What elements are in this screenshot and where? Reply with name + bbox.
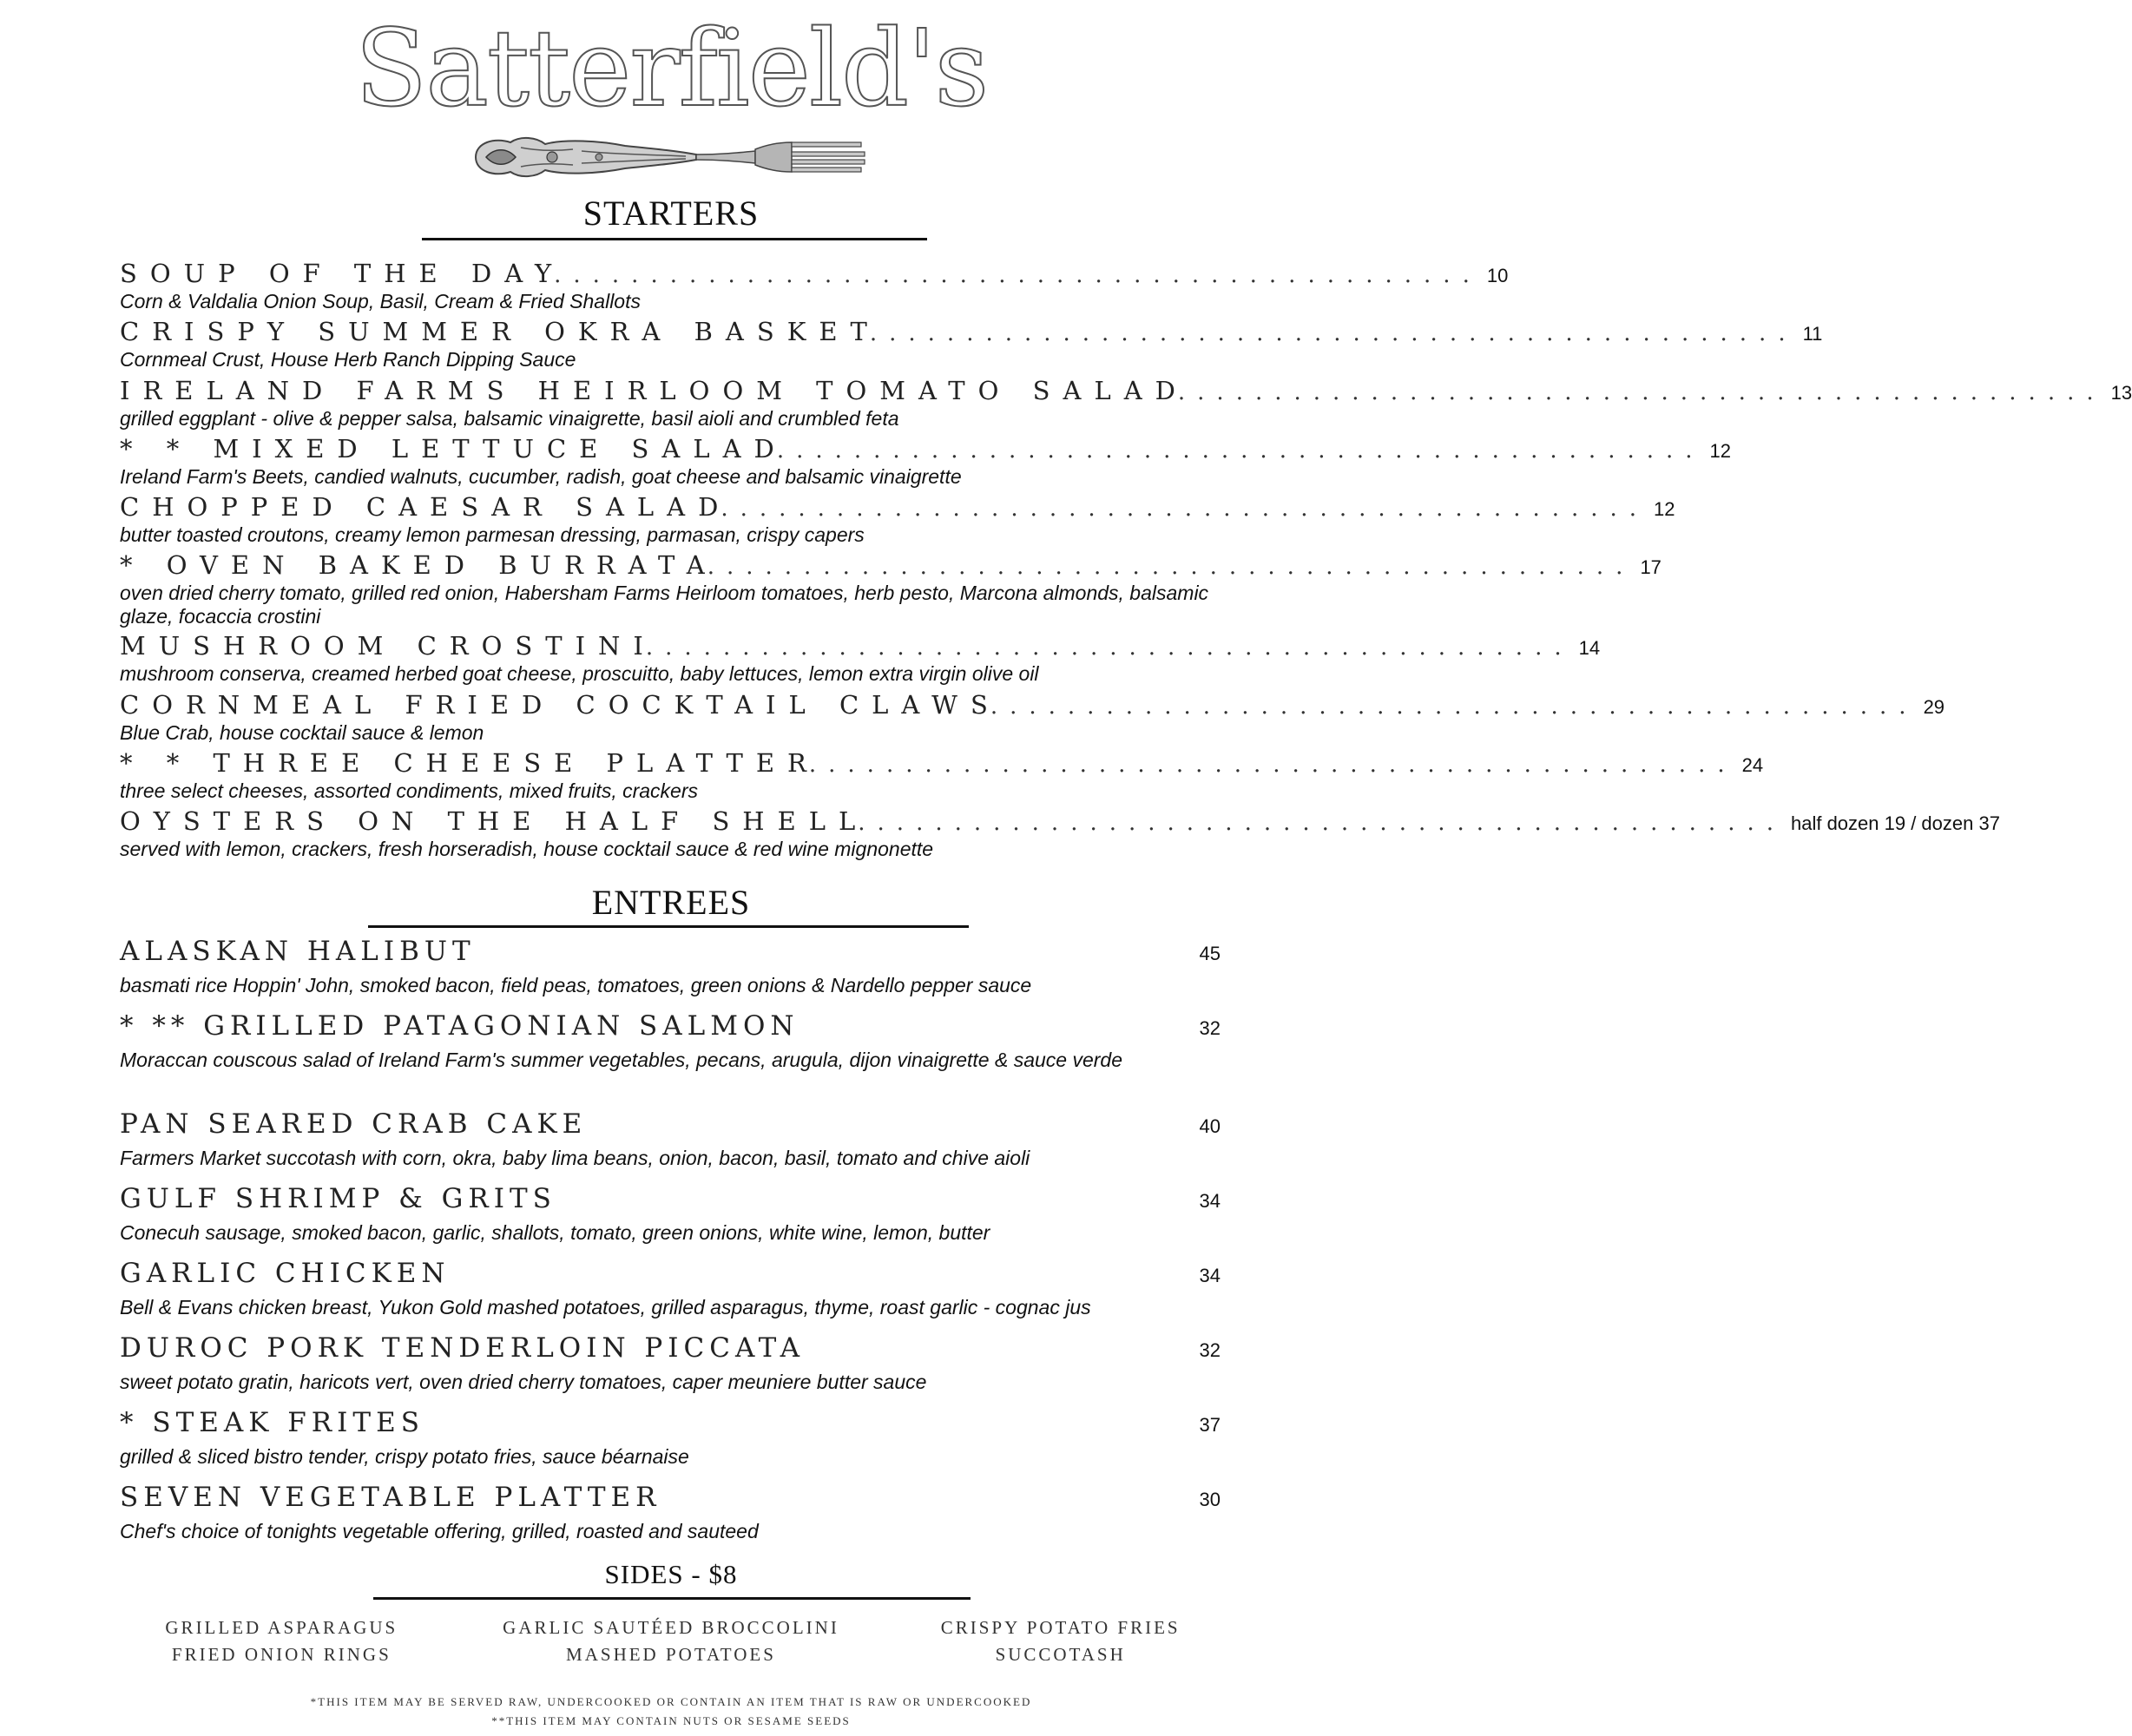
side-item: MASHED POTATOES: [566, 1644, 776, 1665]
starter-price: 14: [1578, 637, 1601, 660]
starter-description: served with lemon, crackers, fresh horseradish, house cocktail sauce & red wine mignonette: [120, 838, 934, 861]
raw-food-warning: *THIS ITEM MAY BE SERVED RAW, UNDERCOOKED OR CONTAIN AN ITEM THAT IS RAW OR UNDERCOOKED: [310, 1695, 1032, 1708]
footnotes: [0, 1693, 1342, 1731]
dot-leader: ................................................: [808, 752, 1737, 779]
starter-name: CHOPPED CAESAR SALAD: [120, 492, 732, 523]
fork-icon: [469, 132, 868, 182]
starter-price: 10: [1486, 265, 1509, 286]
entree-description: Farmers Market succotash with corn, okra, baby lima beans, onion, bacon, basil, tomato and chive aioli: [120, 1147, 1030, 1169]
starter-name: * * MIXED LETTUCE SALAD: [120, 433, 787, 464]
entree-price: 32: [1199, 1339, 1221, 1361]
entree-description: basmati rice Hoppin' John, smoked bacon, field peas, tomatoes, green onions & Nardello pepper sauce: [120, 974, 1032, 996]
sides-divider: [373, 1597, 971, 1600]
entree-item: [120, 1332, 1221, 1407]
starter-name: * * THREE CHEESE PLATTER: [120, 748, 819, 779]
entree-price: 45: [1199, 943, 1221, 964]
dot-leader: ................................................: [721, 496, 1649, 523]
entree-name: GARLIC CHICKEN: [120, 1258, 451, 1289]
starters-divider: [422, 238, 927, 240]
entree-item: [120, 1108, 1221, 1183]
starter-item: [120, 433, 1731, 492]
entree-item: [120, 1258, 1221, 1332]
starter-name: IRELAND FARMS HEIRLOOM TOMATO SALAD: [120, 375, 1188, 405]
starter-description: grilled eggplant - olive & pepper salsa, balsamic vinaigrette, basil aioli and crumbled feta: [120, 406, 899, 430]
starter-name: MUSHROOM CROSTINI: [120, 631, 656, 661]
starter-description: Ireland Farm's Beets, candied walnuts, cucumber, radish, goat cheese and balsamic vinaigrette: [120, 464, 962, 488]
entree-name: GULF SHRIMP & GRITS: [120, 1183, 556, 1214]
starter-item: [120, 748, 1764, 806]
entree-name: * STEAK FRITES: [120, 1407, 424, 1438]
starter-price: 12: [1709, 439, 1731, 462]
starter-price: 12: [1654, 498, 1675, 521]
starter-price: 17: [1640, 556, 1662, 579]
entree-price: 40: [1199, 1115, 1221, 1137]
entree-price: 34: [1199, 1190, 1221, 1212]
side-item: SUCCOTASH: [995, 1644, 1126, 1665]
starters-heading: STARTERS: [582, 194, 760, 233]
entree-description: sweet potato gratin, haricots vert, oven dried cherry tomatoes, caper meuniere butter sauce: [120, 1371, 927, 1393]
entree-item: [120, 1183, 1221, 1258]
allergen-warning: **THIS ITEM MAY CONTAIN NUTS OR SESAME SEEDS: [491, 1714, 851, 1727]
entrees-divider: [368, 925, 969, 928]
starter-price: 13: [2110, 381, 2132, 404]
starter-description: Corn & Valdalia Onion Soup, Basil, Cream & Fried Shallots: [120, 290, 641, 312]
starter-item: [120, 806, 2000, 865]
entree-price: 37: [1199, 1414, 1221, 1436]
entree-item: [120, 1407, 1221, 1482]
dot-leader: ................................................: [776, 437, 1705, 464]
starter-price: 29: [1923, 695, 1945, 718]
dot-leader: ................................................: [858, 810, 1786, 837]
entree-price: 34: [1199, 1265, 1221, 1286]
dot-leader: ................................................: [707, 554, 1635, 581]
starter-item: [120, 492, 1675, 550]
starter-description: three select cheeses, assorted condiments, mixed fruits, crackers: [120, 779, 699, 803]
starter-description: mushroom conserva, creamed herbed goat cheese, proscuitto, baby lettuces, lemon extra virgin olive oil: [120, 662, 1039, 686]
dot-leader: ................................................: [645, 635, 1574, 661]
starter-item: [120, 550, 1662, 631]
entree-description: Chef's choice of tonights vegetable offering, grilled, roasted and sauteed: [120, 1520, 759, 1542]
starter-description: Cornmeal Crust, House Herb Ranch Dipping Sauce: [120, 348, 576, 372]
entree-description: Moraccan couscous salad of Ireland Farm's summer vegetables, pecans, arugula, dijon vinaigrette & sauce verde: [120, 1049, 1122, 1071]
restaurant-logo: Satterfield's: [354, 7, 988, 130]
starter-name: CORNMEAL FRIED COCKTAIL CLAWS: [120, 689, 1001, 720]
starter-name: * OVEN BAKED BURRATA: [120, 550, 718, 581]
starter-item: [120, 259, 1509, 317]
entree-name: SEVEN VEGETABLE PLATTER: [120, 1482, 661, 1513]
starter-name: OYSTERS ON THE HALF SHELL: [120, 806, 869, 837]
starter-price: half dozen 19 / dozen 37: [1790, 812, 2000, 835]
entree-description: Conecuh sausage, smoked bacon, garlic, shallots, tomato, green onions, white wine, lemon, butter: [120, 1221, 990, 1244]
starter-item: [120, 317, 1823, 375]
entree-price: 30: [1199, 1489, 1221, 1510]
entree-name: * ** GRILLED PATAGONIAN SALMON: [120, 1010, 800, 1042]
sides-list: [87, 1614, 1255, 1668]
sides-heading: SIDES - $8: [604, 1559, 738, 1589]
dot-leader: ................................................: [869, 320, 1798, 347]
entrees-list: [120, 936, 1221, 1556]
entree-price: 32: [1199, 1017, 1221, 1039]
starter-item: [120, 689, 1945, 748]
starter-name: CRISPY SUMMER OKRA BASKET: [120, 317, 880, 347]
side-item: CRISPY POTATO FRIES: [940, 1617, 1181, 1638]
entree-item: [120, 1010, 1221, 1108]
starter-description: butter toasted croutons, creamy lemon parmesan dressing, parmasan, crispy capers: [120, 523, 865, 547]
entree-item: [120, 1482, 1221, 1556]
dot-leader: ................................................: [1177, 378, 2106, 405]
side-item: GRILLED ASPARAGUS: [165, 1617, 398, 1638]
starter-description: oven dried cherry tomato, grilled red onion, Habersham Farms Heirloom tomatoes, herb pesto, Marcona almonds, balsamic glaze, focaccia crostini: [120, 582, 1209, 628]
dot-leader: ................................................: [990, 693, 1918, 720]
entree-description: Bell & Evans chicken breast, Yukon Gold mashed potatoes, grilled asparagus, thyme, roast garlic - cognac jus: [120, 1296, 1091, 1318]
entrees-heading: ENTREES: [591, 883, 751, 922]
side-item: GARLIC SAUTÉED BROCCOLINI: [503, 1617, 839, 1638]
side-item: FRIED ONION RINGS: [171, 1644, 392, 1665]
entree-name: PAN SEARED CRAB CAKE: [120, 1108, 588, 1140]
starter-name: SOUP OF THE DAY: [120, 259, 565, 288]
starter-item: [120, 375, 2132, 434]
starter-item: [120, 631, 1601, 689]
starters-list: [120, 259, 2132, 865]
dot-leader: ................................................: [554, 262, 1482, 288]
entree-item: [120, 936, 1221, 1010]
entree-description: grilled & sliced bistro tender, crispy potato fries, sauce béarnaise: [120, 1445, 689, 1468]
starter-price: 11: [1802, 323, 1823, 345]
starter-price: 24: [1741, 754, 1764, 777]
starter-description: Blue Crab, house cocktail sauce & lemon: [120, 720, 484, 744]
entree-name: ALASKAN HALIBUT: [120, 936, 476, 967]
entree-name: DUROC PORK TENDERLOIN PICCATA: [120, 1332, 806, 1364]
